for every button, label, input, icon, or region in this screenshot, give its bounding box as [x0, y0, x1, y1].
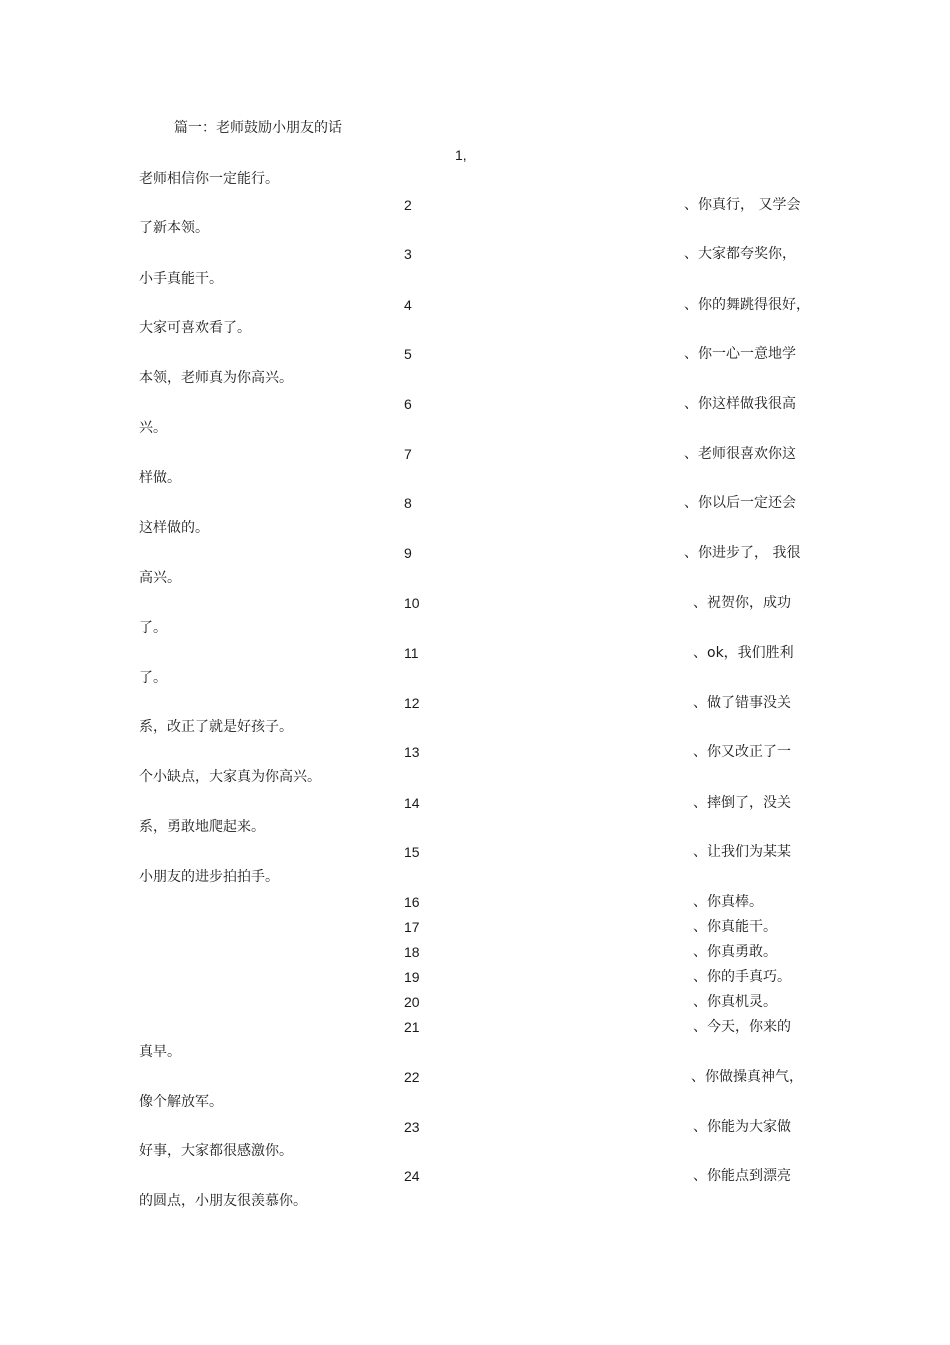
item-text: 、你真能干。 — [693, 919, 777, 935]
item-number: 18 — [404, 944, 420, 960]
item-text: 、摔倒了，没关 — [693, 795, 791, 811]
continuation-line: 像个解放军。 — [139, 1094, 223, 1110]
item-text: 、你一心一意地学 — [684, 346, 796, 362]
item-text: 、做了错事没关 — [693, 695, 791, 711]
continuation-line: 真早。 — [139, 1044, 181, 1060]
item-number: 17 — [404, 919, 420, 935]
continuation-line: 本领，老师真为你高兴。 — [139, 370, 293, 386]
item-text: 、让我们为某某 — [693, 844, 791, 860]
item-number: 21 — [404, 1019, 420, 1035]
continuation-line: 好事，大家都很感激你。 — [139, 1143, 293, 1159]
item-text: 、你这样做我很高 — [684, 396, 796, 412]
continuation-line: 个小缺点，大家真为你高兴。 — [139, 769, 321, 785]
continuation-line: 系，改正了就是好孩子。 — [139, 719, 293, 735]
continuation-line: 老师相信你一定能行。 — [139, 171, 279, 187]
continuation-line: 小朋友的进步拍拍手。 — [139, 869, 279, 885]
item-text: 、老师很喜欢你这 — [684, 446, 796, 462]
continuation-line: 大家可喜欢看了。 — [139, 320, 251, 336]
item-text: 、祝贺你，成功 — [693, 595, 791, 611]
continuation-line: 高兴。 — [139, 570, 181, 586]
continuation-line: 系，勇敢地爬起来。 — [139, 819, 265, 835]
continuation-line: 样做。 — [139, 470, 181, 486]
continuation-line: 了新本领。 — [139, 220, 209, 236]
item-number: 23 — [404, 1119, 420, 1135]
continuation-line: 小手真能干。 — [139, 271, 223, 287]
item-number: 15 — [404, 844, 420, 860]
item-text: 、你的舞跳得很好， — [684, 297, 810, 313]
item-number: 12 — [404, 695, 420, 711]
item-text: 、今天，你来的 — [693, 1019, 791, 1035]
item-text: 、你的手真巧。 — [693, 969, 791, 985]
continuation-line: 兴。 — [139, 420, 167, 436]
item-text: 、你真机灵。 — [693, 994, 777, 1010]
item-number: 14 — [404, 795, 420, 811]
item-number: 8 — [404, 495, 412, 511]
item-text: 、你做操真神气， — [691, 1069, 803, 1085]
item-number: 22 — [404, 1069, 420, 1085]
item-number: 19 — [404, 969, 420, 985]
item-text: 、大家都夸奖你， — [684, 246, 796, 262]
item-number: 9 — [404, 545, 412, 561]
item-text: 、你又改正了一 — [693, 744, 791, 760]
item-number-1: 1, — [455, 147, 467, 163]
item-number: 20 — [404, 994, 420, 1010]
item-number: 13 — [404, 744, 420, 760]
item-number: 5 — [404, 346, 412, 362]
item-number: 4 — [404, 297, 412, 313]
item-text: 、你真勇敢。 — [693, 944, 777, 960]
item-text: 、你真棒。 — [693, 894, 763, 910]
item-number: 6 — [404, 396, 412, 412]
item-text: 、你能为大家做 — [693, 1119, 791, 1135]
item-number: 11 — [404, 645, 419, 661]
continuation-line: 了。 — [139, 620, 167, 636]
item-text: 、你能点到漂亮 — [693, 1168, 791, 1184]
item-text: 、你进步了， 我很 — [684, 545, 801, 561]
continuation-line: 这样做的。 — [139, 520, 209, 536]
item-number: 7 — [404, 446, 412, 462]
item-number: 10 — [404, 595, 420, 611]
item-number: 16 — [404, 894, 420, 910]
item-number: 24 — [404, 1168, 420, 1184]
continuation-line: 了。 — [139, 670, 167, 686]
item-text: 、你真行， 又学会 — [684, 197, 801, 213]
item-text: 、你以后一定还会 — [684, 495, 796, 511]
item-number: 2 — [404, 197, 412, 213]
document-title: 篇一：老师鼓励小朋友的话 — [174, 120, 342, 136]
item-number: 3 — [404, 246, 412, 262]
continuation-line: 的圆点，小朋友很羡慕你。 — [139, 1193, 307, 1209]
item-text: 、ok，我们胜利 — [693, 645, 794, 661]
